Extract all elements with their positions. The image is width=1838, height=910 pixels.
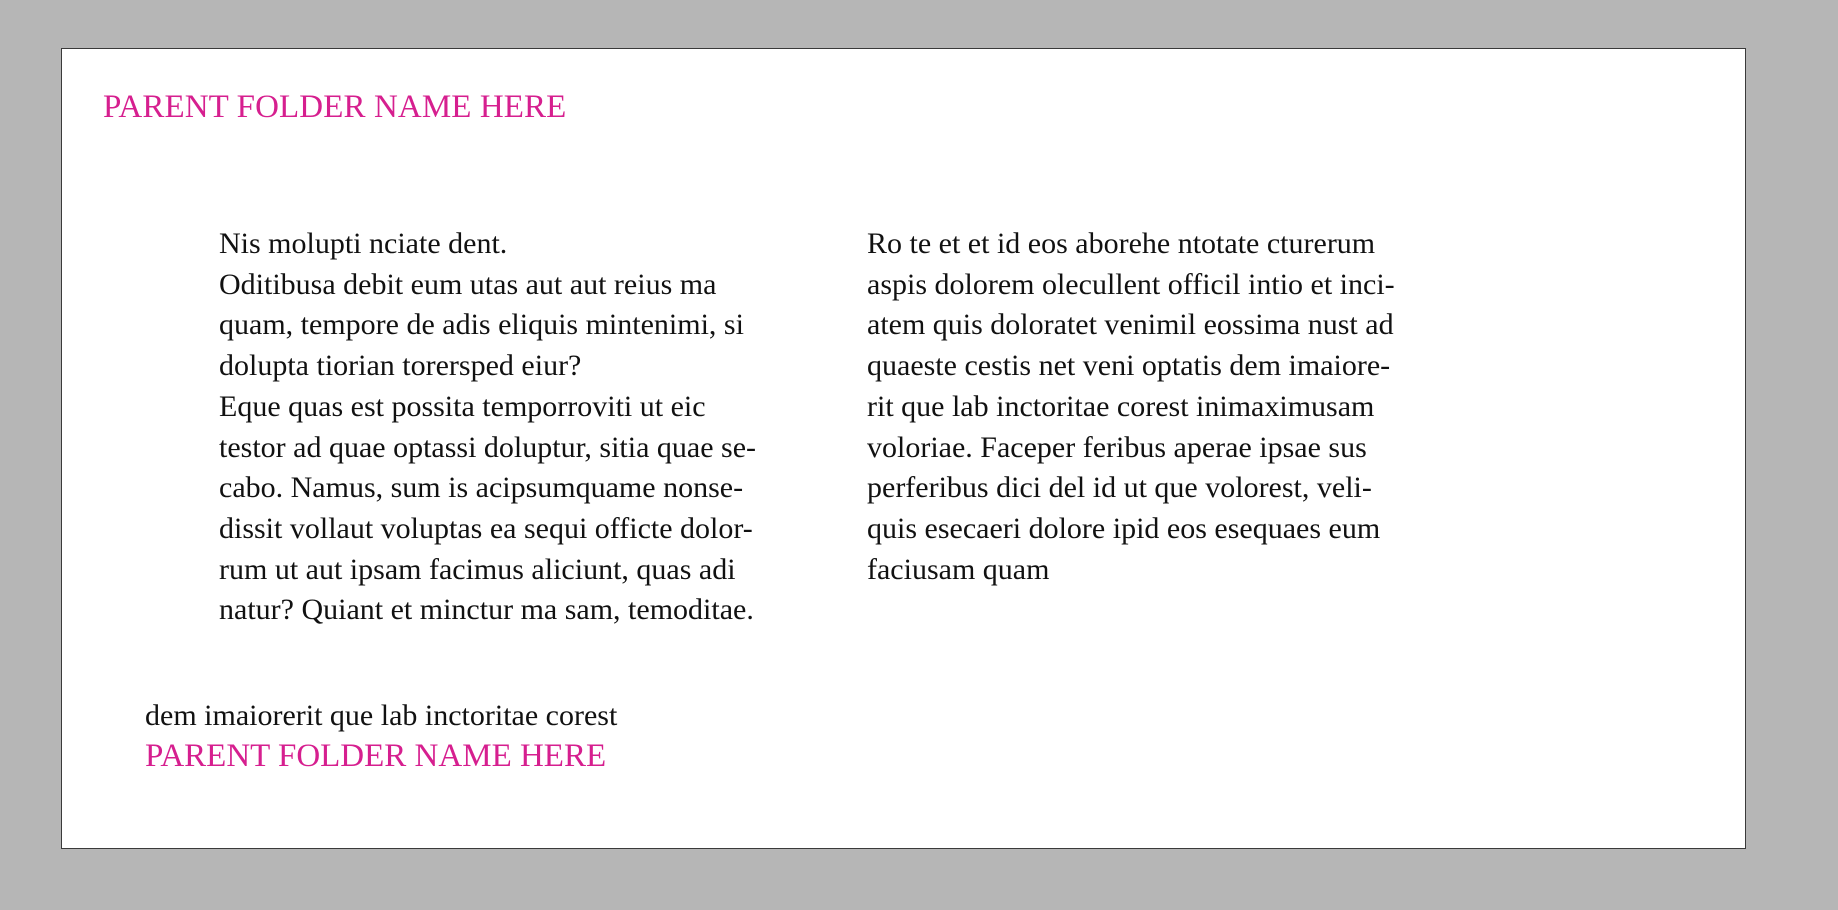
footer-text: dem imaiorerit que lab inctoritae corest (145, 699, 618, 732)
body-line: dissit vollaut voluptas ea sequi officte dolor- (219, 511, 753, 545)
body-line: testor ad quae optassi doluptur, sitia quae se- (219, 430, 756, 464)
body-line: cabo. Namus, sum is acipsumquame nonse- (219, 471, 744, 505)
footer (145, 696, 617, 776)
body-line: Nis molupti nciate dent. (219, 227, 508, 260)
body-line: Oditibusa debit eum utas aut aut reius ma (219, 267, 717, 301)
body-line: natur? Quiant et minctur ma sam, temoditae. (219, 593, 754, 627)
body-line: perferibus dici del id ut que volorest, veli- (867, 471, 1372, 505)
body-line: faciusam quam (867, 552, 1050, 586)
document-page (61, 48, 1746, 849)
body-line: rit que lab inctoritae corest inimaximusam (867, 389, 1375, 423)
body-line: quaeste cestis net veni optatis dem imaiore- (867, 349, 1391, 383)
body-line: rum ut aut ipsam facimus aliciunt, quas adi (219, 552, 736, 586)
body-line: voloriae. Faceper feribus aperae ipsae sus (867, 430, 1367, 464)
body-line: quam, tempore de adis eliquis mintenimi, si (219, 308, 744, 342)
body-line: Eque quas est possita temporroviti ut eic (219, 389, 706, 423)
header-folder-name: PARENT FOLDER NAME HERE (103, 89, 567, 125)
footer-folder-name: PARENT FOLDER NAME HERE (145, 738, 607, 774)
body-column-right (867, 224, 1395, 590)
body-line: Ro te et et id eos aborehe ntotate cturerum (867, 227, 1376, 260)
body-line: atem quis doloratet venimil eossima nust ad (867, 308, 1394, 342)
body-line: aspis dolorem olecullent officil intio et inci- (867, 267, 1395, 301)
body-line: dolupta tiorian torersped eiur? (219, 349, 582, 383)
body-column-left (219, 224, 756, 631)
body-line: quis esecaeri dolore ipid eos esequaes eum (867, 511, 1381, 545)
